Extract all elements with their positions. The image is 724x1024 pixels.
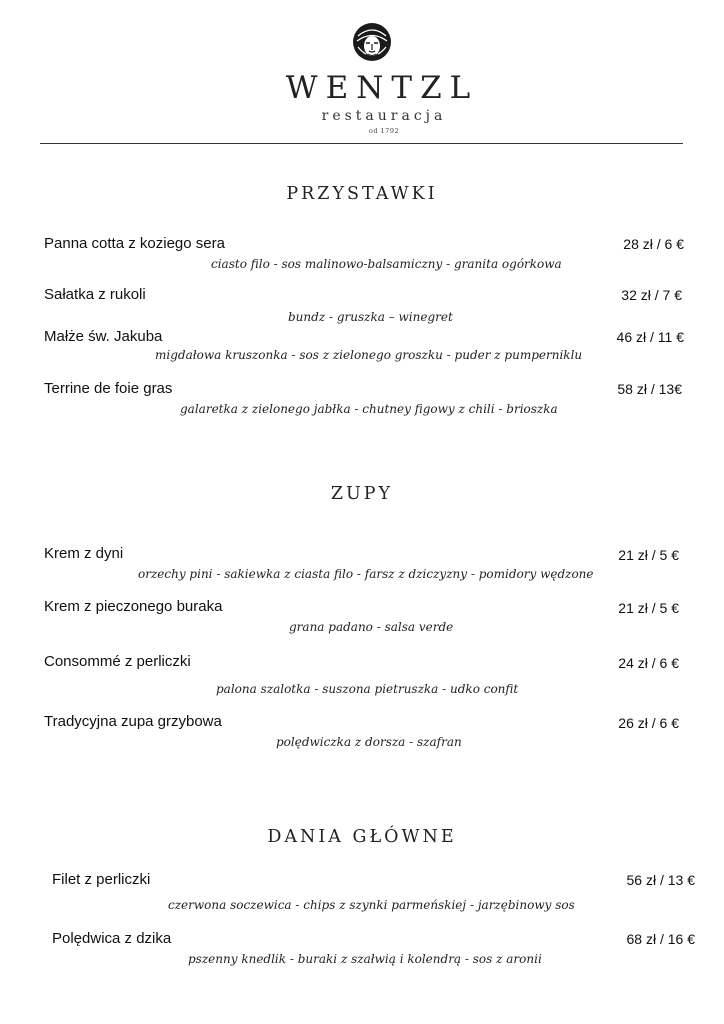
dish-price: 56 zł / 13 € xyxy=(626,872,695,888)
dish-price: 58 zł / 13€ xyxy=(617,381,682,397)
dish-name: Consommé z perliczki xyxy=(44,653,191,670)
dish-description: czerwona soczewica - chips z szynki parmeńskiej - jarzębinowy sos xyxy=(168,898,575,912)
dish-description: palona szalotka - suszona pietruszka - udko confit xyxy=(216,682,519,696)
dish-description: pszenny knedlik - buraki z szałwią i kolendrą - sos z aronii xyxy=(188,952,542,966)
dish-price: 24 zł / 6 € xyxy=(618,655,679,671)
dish-name: Małże św. Jakuba xyxy=(44,328,163,345)
dish-description: orzechy pini - sakiewka z ciasta filo - farsz z dziczyzny - pomidory wędzone xyxy=(138,567,594,581)
dish-price: 32 zł / 7 € xyxy=(621,287,682,303)
dish-price: 26 zł / 6 € xyxy=(618,715,679,731)
dish-description: polędwiczka z dorsza - szafran xyxy=(276,735,462,749)
dish-name: Sałatka z rukoli xyxy=(44,286,146,303)
section-title-przystawki: PRZYSTAWKI xyxy=(286,184,438,204)
dish-name: Krem z dyni xyxy=(44,545,124,562)
dish-price: 46 zł / 11 € xyxy=(616,329,684,345)
dish-description: bundz - gruszka – winegret xyxy=(288,310,453,324)
header-divider xyxy=(40,143,683,144)
brand-since: od 1792 xyxy=(368,127,400,135)
dish-price: 28 zł / 6 € xyxy=(623,236,684,252)
dish-description: galaretka z zielonego jabłka - chutney figowy z chili - brioszka xyxy=(180,402,558,416)
dish-price: 21 zł / 5 € xyxy=(618,600,679,616)
lion-head-emblem-icon xyxy=(352,22,392,62)
dish-name: Tradycyjna zupa grzybowa xyxy=(44,713,222,730)
dish-name: Polędwica z dzika xyxy=(52,930,172,947)
section-title-zupy: ZUPY xyxy=(330,484,394,504)
dish-name: Terrine de foie gras xyxy=(44,380,173,397)
brand-subtitle: restauracja xyxy=(321,108,447,124)
section-title-dania-glowne: DANIA GŁÓWNE xyxy=(267,827,457,847)
dish-description: ciasto filo - sos malinowo-balsamiczny - granita ogórkowa xyxy=(211,257,562,271)
dish-name: Krem z pieczonego buraka xyxy=(44,598,223,615)
dish-name: Filet z perliczki xyxy=(52,871,151,888)
dish-description: migdałowa kruszonka - sos z zielonego groszku - puder z pumperniklu xyxy=(155,348,583,362)
dish-name: Panna cotta z koziego sera xyxy=(44,235,225,252)
dish-description: grana padano - salsa verde xyxy=(289,620,454,634)
brand-name: WENTZL xyxy=(285,70,479,106)
dish-price: 21 zł / 5 € xyxy=(618,547,679,563)
dish-price: 68 zł / 16 € xyxy=(626,931,695,947)
